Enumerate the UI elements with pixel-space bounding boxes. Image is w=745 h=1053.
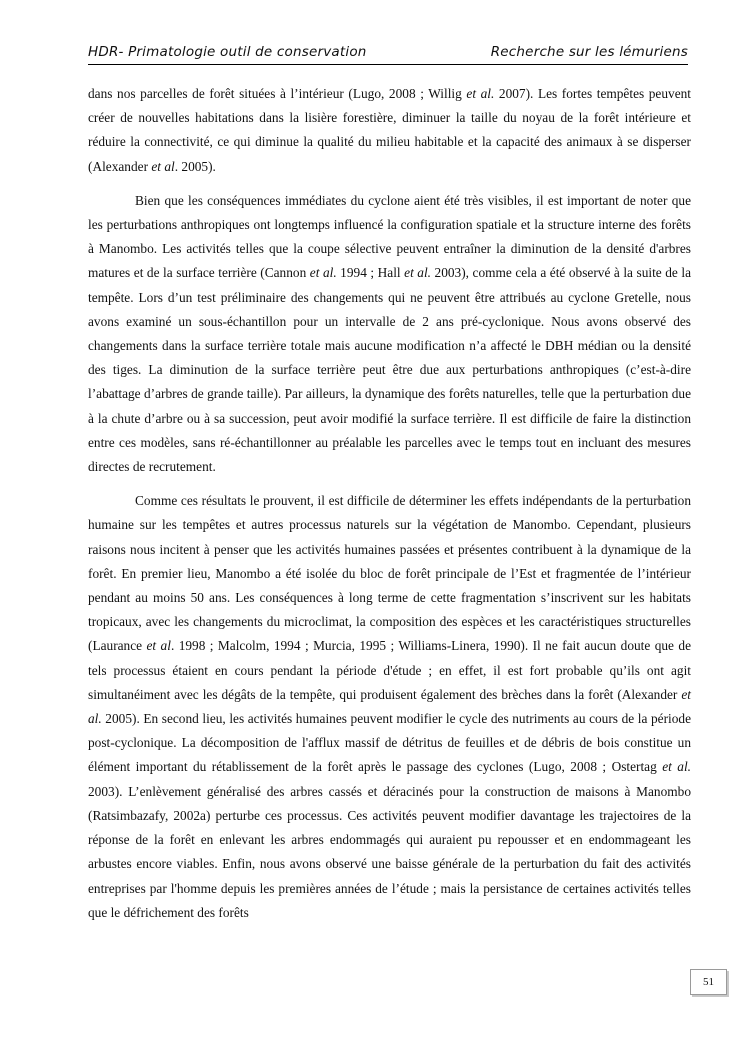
text-run: dans nos parcelles de forêt situées à l’intérieur (Lugo, 2008 ; Willig: [88, 86, 467, 101]
text-run: 2003), comme cela a été observé à la suite de la tempête. Lors d’un test préliminaire des changements qui ne peuvent être attribués au cyclone Gretelle, nous avons examiné un sous-échantillon pour un intervalle de 2 ans pré-cyclonique. Nous avons observé des changements dans la surface terrière totale mais aucune modification n’a affecté le DBH médian ou la densité des tiges. La diminution de la surface terrière peut être due aux perturbations anthropiques (c’est-à-dire l’abattage d’arbres de grande taille). Par ailleurs, la dynamique des forêts naturelles, telle que la perturbation due à la chute d’arbre ou à sa succession, peut avoir modifié la surface terrière. Il est difficile de faire la distinction entre ces modèles, sans ré-échantillonner au préalable les parcelles avec le temps tout en incluant des mesures directes de recrutement.: [88, 265, 691, 475]
paragraph: [88, 189, 691, 479]
paragraph: [88, 489, 691, 925]
body-text: [88, 82, 691, 935]
text-run: . 2005).: [174, 158, 216, 174]
italic-text: et al.: [309, 265, 337, 281]
header-title-left: HDR- Primatologie outil de conservation: [88, 44, 367, 60]
italic-text: et al: [151, 158, 175, 174]
paragraph: [88, 82, 691, 179]
italic-text: et al.: [466, 86, 495, 101]
italic-text: et al.: [662, 759, 691, 775]
text-run: Bien que les conséquences immédiates du cyclone aient été très visibles, il est important de noter que les perturbations anthropiques ont longtemps influencé la configuration spatiale et la structure interne des forêts à Manombo. Les activités telles que la coupe sélective peuvent entraîner la diminution de la densité d'arbres matures et de la surface terrière (Cannon: [88, 192, 691, 281]
text-run: . 1998 ; Malcolm, 1994 ; Murcia, 1995 ; Williams-Linera, 1990). Il ne fait aucun doute que de tels processus étaient en cours pendant la période d'étude ; en effet, il est fort probable qu’ils ont agit simultanéiment avec les dégâts de la tempête, qui produisent également des brèches dans la forêt (Alexander: [88, 638, 691, 702]
header-title-right: Recherche sur les lémuriens: [490, 44, 688, 60]
running-header: [88, 42, 688, 65]
text-run: 2005). En second lieu, les activités humaines peuvent modifier le cycle des nutriments au cours de la période post-cyclonique. La décomposition de l'afflux massif de détritus de feuilles et de débris de bois constitue un élément important du rétablissement de la forêt après le passage des cyclones (Lugo, 2008 ; Ostertag: [88, 711, 691, 775]
italic-text: et al.: [88, 686, 691, 727]
page-number: 51: [690, 969, 727, 995]
text-run: Comme ces résultats le prouvent, il est difficile de déterminer les effets indépendants de la perturbation humaine sur les tempêtes et autres processus naturels sur la végétation de Manombo. Cependant, plusieurs raisons nous incitent à penser que les activités humaines passées et présentes contribuent à la dynamique de la forêt. En premier lieu, Manombo a été isolée du bloc de forêt principale de l’Est et fragmentée de l’intérieur pendant au moins 50 ans. Les conséquences à long terme de cette fragmentation s’inscrivent sur les habitats tropicaux, avec les changements du microclimat, la composition des espèces et les caractéristiques structurelles (Laurance: [88, 493, 691, 654]
text-run: 1994 ; Hall: [336, 265, 405, 281]
text-run: 2007). Les fortes tempêtes peuvent créer de nouvelles habitations dans la lisière forestière, diminuer la taille du noyau de la forêt intérieure et réduire la connectivité, ce qui diminue la qualité du milieu habitable et la capacité des animaux à se disperser (Alexander: [88, 86, 692, 174]
italic-text: et al.: [404, 265, 432, 281]
text-run: 2003). L’enlèvement généralisé des arbres cassés et déracinés pour la construction de maisons à Manombo (Ratsimbazafy, 2002a) perturbe ces processus. Ces activités peuvent modifier davantage les trajectoires de la réponse de la forêt en enlevant les arbres endommagés qui auraient pu repousser et en endommageant les arbustes encore viables. Enfin, nous avons observé une baisse générale de la perturbation du fait des activités entreprises par l'homme depuis les premières années de l’étude ; mais la persistance de certaines activités telles que le défrichement des forêts: [88, 783, 691, 920]
italic-text: et al: [146, 638, 171, 654]
